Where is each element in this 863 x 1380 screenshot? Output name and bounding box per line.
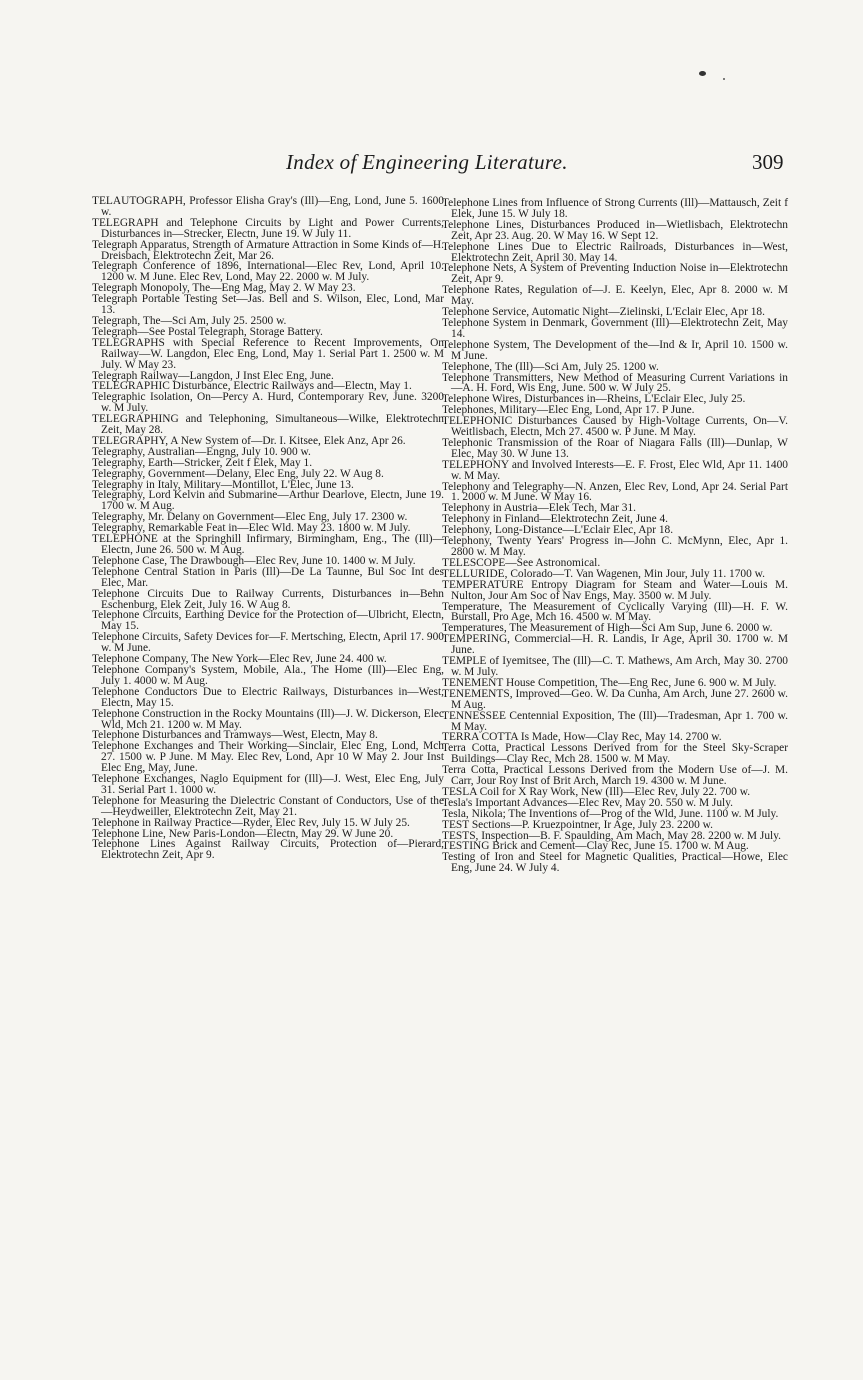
index-entry: Telephone Line, New Paris-London—Electn, May 29. W June 20. xyxy=(92,827,394,840)
index-entry: Telephone Central Station in Paris (Ill)—De La Taunne, Bul Soc Int des Elec, Mar. xyxy=(92,565,444,589)
index-entry: Telephone Transmitters, New Method of Measuring Current Variations in—A. H. Ford, Wis Eng, June. 500 w. W July 25. xyxy=(442,371,788,395)
index-entry: Telegraph Monopoly, The—Eng Mag, May 2. W May 23. xyxy=(92,282,356,295)
index-entry: TELEPHONIC Disturbances Caused by High-Voltage Currents, On—V. Weitlisbach, Electn, Mch 27. 4500 w. P June. M May. xyxy=(442,415,788,439)
index-entry: Telephone Exchanges and Their Working—Sinclair, Elec Eng, Lond, Mch 27. 1500 w. P June. M May. Elec Rev, Lond, Apr 10 W May 2. Jour Inst Elec Eng, May, June. xyxy=(92,740,444,775)
index-entry: Telephony, Twenty Years' Progress in—John C. McMynn, Elec, Apr 1. 2800 w. M May. xyxy=(442,535,788,558)
index-entry: TERRA COTTA Is Made, How—Clay Rec, May 14. 2700 w. xyxy=(442,731,722,744)
index-entry: Telephone System, The Development of the—Ind & Ir, April 10. 1500 w. M June. xyxy=(442,338,788,362)
index-entry: Telephone, The (Ill)—Sci Am, July 25. 1200 w. xyxy=(442,360,659,373)
index-entry: TELEGRAPHY, A New System of—Dr. I. Kitsee, Elek Anz, Apr 26. xyxy=(92,434,406,447)
index-entry: Tesla, Nikola; The Inventions of—Prog of the Wld, June. 1100 w. M July. xyxy=(442,807,779,820)
index-entry: Telephone Wires, Disturbances in—Rheins, L'Eclair Elec, July 25. xyxy=(442,393,746,406)
index-entry: Telephone Lines from Influence of Strong Currents (Ill)—Mattausch, Zeit f Elek, June 15. W July 18. xyxy=(442,197,788,220)
index-entry: Terra Cotta, Practical Lessons Derived from the Modern Use of—J. M. Carr, Jour Roy Inst of Brit Arch, March 19. 4300 w. M June. xyxy=(442,764,788,788)
index-entry: Telegraph Portable Testing Set—Jas. Bell and S. Wilson, Elec, Lond, Mar 13. xyxy=(92,293,444,317)
index-entry: TELEGRAPHING and Telephoning, Simultaneous—Wilke, Elektrotechn Zeit, May 28. xyxy=(92,413,444,437)
index-entry: Telegraphy, Mr. Delany on Government—Elec Eng, July 17. 2300 w. xyxy=(92,511,408,524)
index-entry: TELEPHONE at the Springhill Infirmary, Birmingham, Eng., The (Ill)—Electn, June 26. 500 w. M Aug. xyxy=(92,533,444,556)
index-entry: Tesla's Important Advances—Elec Rev, May 20. 550 w. M July. xyxy=(442,796,734,809)
index-entry: Temperature, The Measurement of Cyclically Varying (Ill)—H. F. W. Burstall, Pro Age, Mch 16. 4500 w. M May. xyxy=(442,600,788,624)
index-entry: Telegraphic Isolation, On—Percy A. Hurd, Contemporary Rev, June. 3200 w. M July. xyxy=(92,391,444,415)
index-entry: Telephone Company's System, Mobile, Ala., The Home (Ill)—Elec Eng, July 1. 4000 w. M Aug. xyxy=(92,663,444,687)
index-entry: Telephone in Railway Practice—Ryder, Elec Rev, July 15. W July 25. xyxy=(92,816,410,829)
index-entry: TEMPERATURE Entropy Diagram for Steam and Water—Louis M. Nulton, Jour Am Soc of Nav Engs, May. 3500 w. M July. xyxy=(442,578,788,602)
index-entry: TENEMENT House Competition, The—Eng Rec, June 6. 900 w. M July. xyxy=(442,676,777,689)
index-entry: Telegraph, The—Sci Am, July 25. 2500 w. xyxy=(92,314,287,327)
index-entry: TELAUTOGRAPH, Professor Elisha Gray's (Ill)—Eng, Lond, June 5. 1600 w. xyxy=(92,195,444,218)
index-entry: Telephone Case, The Drawbough—Elec Rev, June 10. 1400 w. M July. xyxy=(92,554,416,567)
index-entry: Telegraphy, Remarkable Feat in—Elec Wld. May 23. 1800 w. M July. xyxy=(92,522,411,535)
index-entry: TESTING Brick and Cement—Clay Rec, June 15. 1700 w. M Aug. xyxy=(442,840,749,853)
index-entry: Telephone Nets, A System of Preventing Induction Noise in—Elektrotechn Zeit, Apr 9. xyxy=(442,262,788,286)
index-entry: TELEGRAPHIC Disturbance, Electric Railways and—Electn, May 1. xyxy=(92,380,412,393)
index-entry: Telegraphy, Government—Delany, Elec Eng, July 22. W Aug 8. xyxy=(92,467,384,480)
index-entry: Telegraphy, Lord Kelvin and Submarine—Arthur Dearlove, Electn, June 19. 1700 w. M Aug. xyxy=(92,489,444,513)
index-entry: Telephone Disturbances and Tramways—West, Electn, May 8. xyxy=(92,729,378,742)
index-entry: Telephony in Austria—Elek Tech, Mar 31. xyxy=(442,502,637,515)
index-entry: Telephone Circuits, Safety Devices for—F. Mertsching, Electn, April 17. 900 w. M June. xyxy=(92,631,444,655)
index-entry: Telegraph Apparatus, Strength of Armature Attraction in Some Kinds of—H. Dreisbach, Elektrotechn Zeit, Mar 26. xyxy=(92,238,444,262)
index-entry: Telephone Construction in the Rocky Mountains (Ill)—J. W. Dickerson, Elec Wld, Mch 21. 1200 w. M May. xyxy=(92,707,444,731)
index-entry: TESLA Coil for X Ray Work, New (Ill)—Elec Rev, July 22. 700 w. xyxy=(442,785,751,798)
index-entry: Telephony in Finland—Elektrotechn Zeit, June 4. xyxy=(442,513,669,526)
index-entry: Telegraph Railway—Langdon, J Inst Elec Eng, June. xyxy=(92,369,334,382)
index-entry: Telegraphy, Earth—Stricker, Zeit f Elek, May 1. xyxy=(92,456,313,469)
index-entry: Telephone Lines Against Railway Circuits, Protection of—Pierard, Elektrotechn Zeit, Apr 9. xyxy=(92,838,444,862)
index-entry: Telephone Service, Automatic Night—Zielinski, L'Eclair Elec, Apr 18. xyxy=(442,306,765,319)
index-entry: Telephone Conductors Due to Electric Railways, Disturbances in—West, Electn, May 15. xyxy=(92,685,444,709)
index-entry: TELESCOPE—See Astronomical. xyxy=(442,556,601,569)
index-entry: TEMPERING, Commercial—H. R. Landis, Ir Age, April 30. 1700 w. M June. xyxy=(442,633,788,657)
ink-speck xyxy=(723,78,725,80)
index-entry: Telephone Circuits Due to Railway Currents, Disturbances in—Behn Eschenburg, Elek Zeit, July 16. W Aug 8. xyxy=(92,587,444,611)
index-entry: TEST Sections—P. Kruezpointner, Ir Age, July 23. 2200 w. xyxy=(442,818,713,831)
page-number: 309 xyxy=(752,150,784,174)
index-entry: Telegraphy, Australian—Engng, July 10. 900 w. xyxy=(92,445,311,458)
index-entry: TELLURIDE, Colorado—T. Van Wagenen, Min Jour, July 11. 1700 w. xyxy=(442,567,766,580)
index-entry: Telephone Lines, Disturbances Produced in—Wietlisbach, Elektrotechn Zeit, Apr 23. Aug. 20. W May 16. W Sept 12. xyxy=(442,218,788,242)
index-entry: TELEGRAPH and Telephone Circuits by Light and Power Currents, Disturbances in—Strecker, Electn, June 19. W July 11. xyxy=(92,216,444,240)
index-entry: TENEMENTS, Improved—Geo. W. Da Cunha, Am Arch, June 27. 2600 w. M Aug. xyxy=(442,687,788,711)
left-column xyxy=(92,196,444,861)
index-entry: Telephone Circuits, Earthing Device for the Protection of—Ulbricht, Electn, May 15. xyxy=(92,609,444,633)
index-entry: Telegraph Conference of 1896, International—Elec Rev, Lond, April 10. 1200 w. M June. Elec Rev, Lond, May 22. 2000 w. M July. xyxy=(92,260,444,284)
right-column xyxy=(442,198,788,874)
index-entry: Terra Cotta, Practical Lessons Derived from for the Steel Sky-Scraper Buildings—Clay Rec, Mch 28. 1500 w. M May. xyxy=(442,742,788,766)
index-entry: Telephone Lines Due to Electric Railroads, Disturbances in—West, Elektrotechn Zeit, April 30. May 14. xyxy=(442,240,788,264)
index-entry: Telephone Rates, Regulation of—J. E. Keelyn, Elec, Apr 8. 2000 w. M May. xyxy=(442,284,788,308)
index-entry: TESTS, Inspection—B. F. Spaulding, Am Mach, May 28. 2200 w. M July. xyxy=(442,829,782,842)
page-title: Index of Engineering Literature. xyxy=(286,150,568,174)
index-entry: Telephone Company, The New York—Elec Rev, June 24. 400 w. xyxy=(92,653,387,666)
index-entry: Temperatures, The Measurement of High—Sci Am Sup, June 6. 2000 w. xyxy=(442,622,773,635)
index-entry: Telephones, Military—Elec Eng, Lond, Apr 17. P June. xyxy=(442,404,695,417)
index-entry: Testing of Iron and Steel for Magnetic Qualities, Practical—Howe, Elec Eng, June 24. W July 4. xyxy=(442,851,788,875)
index-entry: Telegraphy in Italy, Military—Montillot, L'Elec, June 13. xyxy=(92,478,354,491)
index-entry: TEMPLE of Iyemitsee, The (Ill)—C. T. Mathews, Am Arch, May 30. 2700 w. M July. xyxy=(442,655,788,678)
ink-speck xyxy=(699,71,706,76)
running-header xyxy=(0,150,863,176)
index-entry: Telegraph—See Postal Telegraph, Storage Battery. xyxy=(92,325,323,338)
index-entry: TELEGRAPHS with Special Reference to Recent Improvements, On Railway—W. Langdon, Elec Eng, Lond, May 1. Serial Part 1. 2500 w. M July. W May 23. xyxy=(92,336,444,371)
index-entry: Telephonic Transmission of the Roar of Niagara Falls (Ill)—Dunlap, W Elec, May 30. W June 13. xyxy=(442,436,788,460)
index-entry: Telephone for Measuring the Dielectric Constant of Conductors, Use of the—Heydweiller, Elektrotechn Zeit, May 21. xyxy=(92,794,444,818)
index-entry: Telephone System in Denmark, Government (Ill)—Elektrotechn Zeit, May 14. xyxy=(442,316,788,340)
index-entry: Telephony, Long-Distance—L'Eclair Elec, Apr 18. xyxy=(442,524,674,537)
index-entry: TELEPHONY and Involved Interests—E. F. Frost, Elec Wld, Apr 11. 1400 w. M May. xyxy=(442,458,788,482)
index-entry: TENNESSEE Centennial Exposition, The (Ill)—Tradesman, Apr 1. 700 w. M May. xyxy=(442,709,788,733)
index-entry: Telephone Exchanges, Naglo Equipment for (Ill)—J. West, Elec Eng, July 31. Serial Part 1. 1000 w. xyxy=(92,773,444,796)
index-entry: Telephony and Telegraphy—N. Anzen, Elec Rev, Lond, Apr 24. Serial Part 1. 2000 w. M June. W May 16. xyxy=(442,480,788,504)
